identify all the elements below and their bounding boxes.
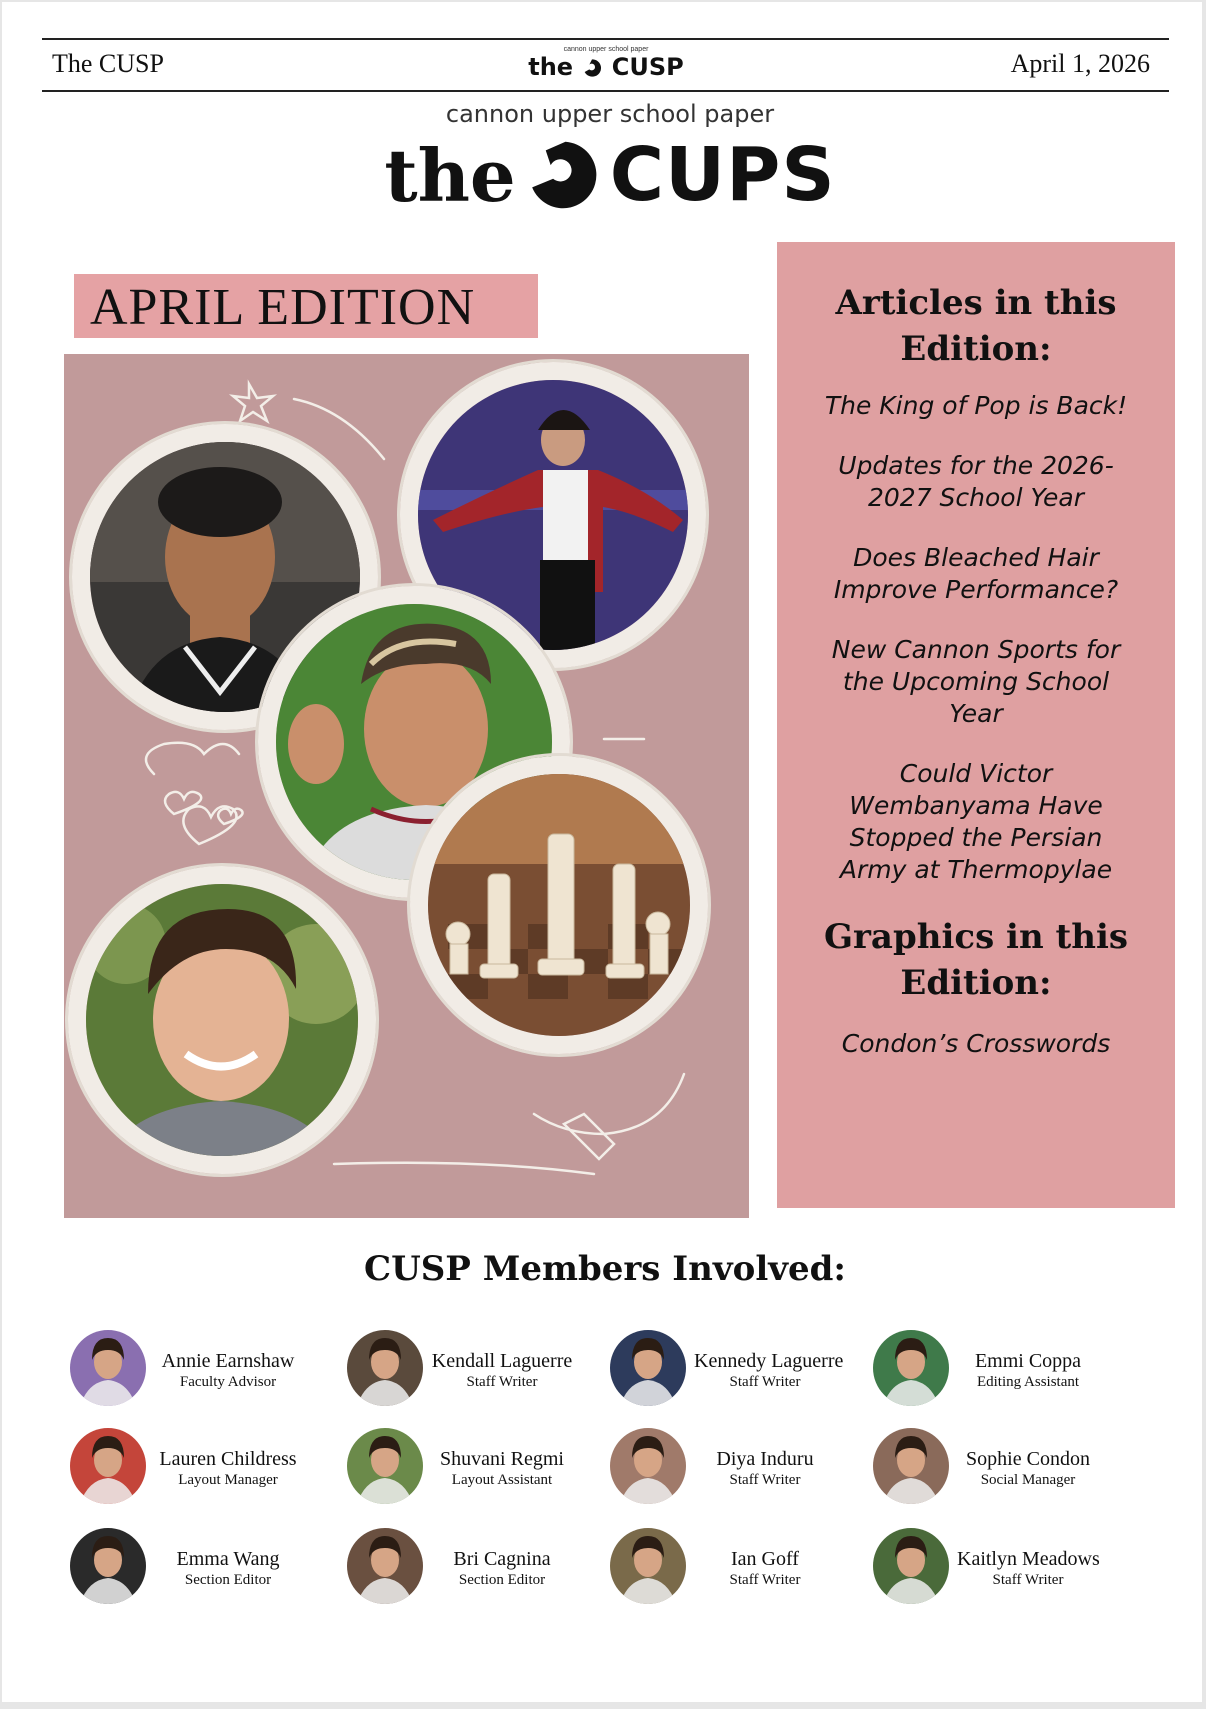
member-name: Ian Goff (731, 1548, 799, 1570)
member-card (347, 1528, 627, 1612)
member-avatar (70, 1330, 146, 1406)
member-text (154, 1350, 302, 1391)
member-card (70, 1528, 350, 1612)
article-item: The King of Pop is Back! (824, 391, 1128, 420)
member-text (694, 1448, 836, 1489)
member-card (70, 1428, 350, 1512)
member-card (70, 1330, 350, 1414)
member-avatar (347, 1528, 423, 1604)
member-role: Staff Writer (466, 1374, 538, 1390)
article-item: Does Bleached Hair Improve Performance? (833, 543, 1119, 604)
member-card (873, 1528, 1153, 1612)
member-avatar (873, 1428, 949, 1504)
member-role: Staff Writer (729, 1572, 801, 1588)
newsletter-page (2, 2, 1202, 1702)
member-role: Section Editor (184, 1572, 272, 1588)
header-date: April 1, 2026 (1010, 49, 1150, 78)
member-avatar (873, 1528, 949, 1604)
member-avatar (347, 1428, 423, 1504)
member-text (957, 1448, 1099, 1489)
graphic-item: Condon’s Crosswords (841, 1029, 1111, 1058)
member-name: Bri Cagnina (453, 1548, 551, 1570)
masthead-subtitle: cannon upper school paper (445, 100, 775, 128)
header-logo-subtitle: cannon upper school paper (563, 46, 649, 53)
member-card (347, 1428, 627, 1512)
member-role: Staff Writer (729, 1472, 801, 1488)
member-name: Lauren Childress (159, 1448, 297, 1470)
member-role: Staff Writer (729, 1374, 801, 1390)
member-text (431, 1548, 573, 1589)
member-avatar (610, 1428, 686, 1504)
member-name: Annie Earnshaw (161, 1350, 295, 1372)
member-role: Staff Writer (992, 1572, 1064, 1588)
article-item: Could Victor Wembanyama Have Stopped the Persian Army at Thermopylae (839, 759, 1113, 884)
member-name: Kennedy Laguerre (694, 1350, 844, 1372)
masthead (380, 100, 840, 228)
edition-banner (74, 274, 538, 338)
member-card (347, 1330, 627, 1414)
members-heading: CUSP Members Involved: (364, 1249, 846, 1289)
member-name: Emma Wang (176, 1548, 280, 1570)
member-role: Social Manager (980, 1472, 1076, 1488)
member-role: Editing Assistant (976, 1374, 1080, 1390)
member-text (694, 1350, 844, 1391)
member-text (154, 1448, 302, 1489)
student-portrait-photo (68, 866, 376, 1174)
member-text (431, 1350, 573, 1391)
header-logo-the: the (528, 53, 574, 81)
header-title: The CUSP (52, 49, 164, 78)
member-avatar (873, 1330, 949, 1406)
member-card (610, 1528, 890, 1612)
member-name: Sophie Condon (966, 1448, 1090, 1470)
member-card (610, 1330, 890, 1414)
member-card (873, 1428, 1153, 1512)
edition-banner-text: APRIL EDITION (90, 279, 476, 336)
contents-sidebar (777, 242, 1175, 1208)
member-text (957, 1548, 1099, 1589)
member-name: Emmi Coppa (974, 1350, 1082, 1372)
member-role: Layout Assistant (451, 1472, 553, 1488)
cannon-logo-icon (581, 58, 603, 78)
cannon-logo-icon (524, 138, 602, 212)
member-text (431, 1448, 573, 1489)
member-role: Section Editor (458, 1572, 546, 1588)
header-bottom-rule (42, 90, 1169, 92)
article-item: Updates for the 2026-2027 School Year (838, 451, 1114, 512)
member-card (873, 1330, 1153, 1414)
member-text (694, 1548, 836, 1589)
member-avatar (70, 1428, 146, 1504)
header-top-rule (42, 38, 1169, 40)
member-card (610, 1428, 890, 1512)
member-name: Kaitlyn Meadows (957, 1548, 1100, 1570)
member-avatar (70, 1528, 146, 1604)
header-logo-name: CUSP (611, 53, 684, 81)
member-avatar (610, 1330, 686, 1406)
member-avatar (347, 1330, 423, 1406)
header-logo (526, 46, 686, 88)
member-text (957, 1350, 1099, 1391)
member-avatar (610, 1528, 686, 1604)
article-item: New Cannon Sports for the Upcoming School Year (831, 635, 1121, 728)
member-name: Kendall Laguerre (431, 1350, 573, 1372)
articles-heading: Articles in this Edition: (835, 283, 1117, 369)
cover-collage (64, 354, 749, 1218)
member-role: Faculty Advisor (179, 1374, 277, 1390)
masthead-the: the (384, 132, 516, 218)
member-text (154, 1548, 302, 1589)
masthead-name: CUPS (609, 132, 836, 218)
graphics-heading: Graphics in this Edition: (823, 917, 1129, 1003)
member-name: Shuvani Regmi (440, 1448, 564, 1470)
chess-pieces-photo (410, 756, 708, 1054)
member-role: Layout Manager (178, 1472, 278, 1488)
member-name: Diya Induru (716, 1448, 814, 1470)
